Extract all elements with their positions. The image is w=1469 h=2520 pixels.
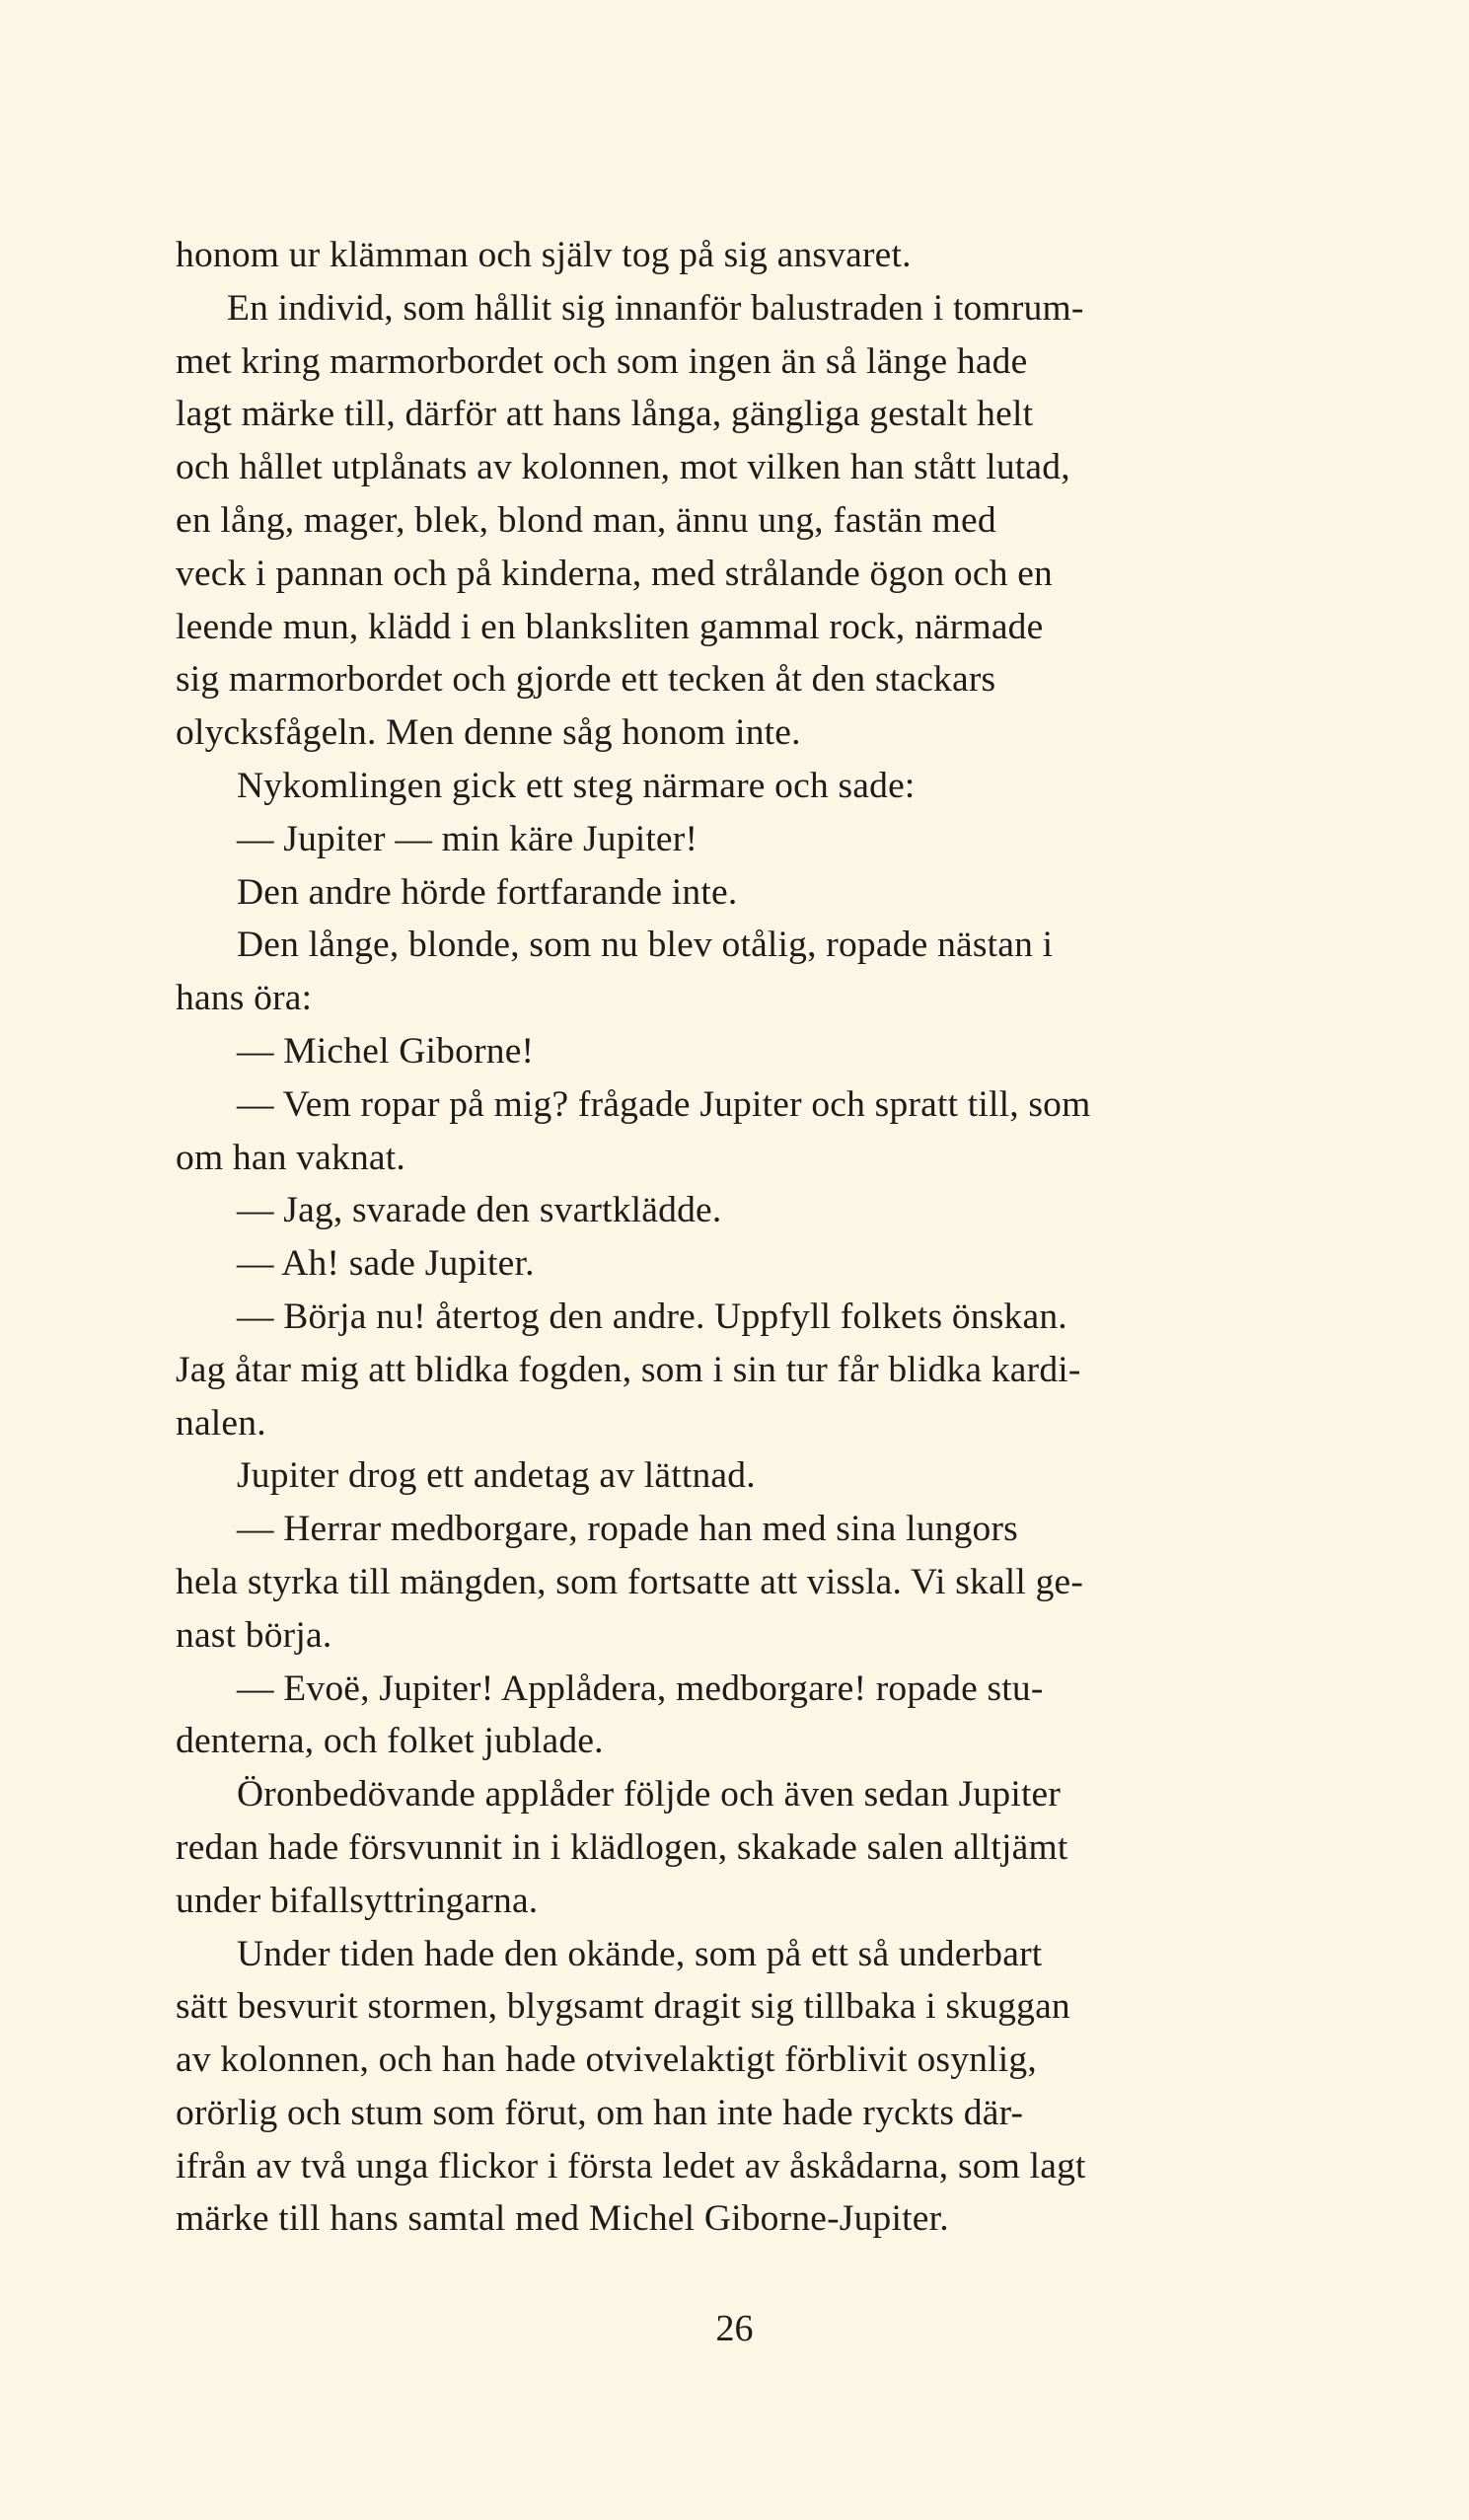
text-line: Nykomlingen gick ett steg närmare och sade: [237, 765, 916, 806]
text-line: Den andre hörde fortfarande inte. [237, 871, 738, 913]
text-line: denterna, och folket jublade. [176, 1721, 604, 1762]
text-line: Den långe, blonde, som nu blev otålig, ropade nästan i [237, 925, 1054, 966]
text-line: — Vem ropar på mig? frågade Jupiter och spratt till, som [237, 1083, 1091, 1125]
text-line: märke till hans samtal med Michel Giborne-Jupiter. [176, 2198, 949, 2240]
text-line: veck i pannan och på kinderna, med strålande ögon och en [176, 553, 1054, 594]
text-line: en lång, mager, blek, blond man, ännu ung, fastän med [176, 499, 996, 541]
text-line: sätt besvurit stormen, blygsamt dragit sig tillbaka i skuggan [176, 1986, 1070, 2028]
text-line: Jag åtar mig att blidka fogden, som i sin tur får blidka kardi- [176, 1349, 1081, 1390]
text-line: Jupiter drog ett andetag av lättnad. [237, 1455, 756, 1497]
text-line: — Jupiter — min käre Jupiter! [237, 818, 698, 859]
text-line: Under tiden hade den okände, som på ett så underbart [237, 1933, 1043, 1974]
text-line: nalen. [176, 1402, 266, 1444]
text-line: om han vaknat. [176, 1137, 405, 1178]
text-line: honom ur klämman och själv tog på sig ansvaret. [176, 235, 912, 275]
text-line: ifrån av två unga flickor i första ledet av åskådarna, som lagt [176, 2145, 1086, 2186]
text-line: hans öra: [176, 978, 313, 1019]
text-line: nast börja. [176, 1614, 332, 1656]
text-line: — Jag, svarade den svartklädde. [237, 1190, 722, 1231]
text-line: hela styrka till mängden, som fortsatte att vissla. Vi skall ge- [176, 1561, 1084, 1602]
text-line: leende mun, klädd i en blanksliten gammal rock, närmade [176, 606, 1044, 647]
text-line: av kolonnen, och han hade otvivelaktigt förblivit osynlig, [176, 2039, 1037, 2081]
text-line: och hållet utplånats av kolonnen, mot vilken han stått lutad, [176, 447, 1070, 488]
text-line: lagt märke till, därför att hans långa, gängliga gestalt helt [176, 394, 1034, 435]
text-line: — Herrar medborgare, ropade han med sina lungors [237, 1509, 1018, 1550]
text-line: Öronbedövande applåder följde och även sedan Jupiter [237, 1774, 1062, 1816]
text-line: En individ, som hållit sig innanför balustraden i tomrum- [227, 287, 1084, 329]
text-line: under bifallsyttringarna. [176, 1880, 539, 1921]
text-line: sig marmorbordet och gjorde ett tecken åt den stackars [176, 659, 996, 701]
page-number: 26 [715, 2308, 754, 2349]
text-line: orörlig och stum som förut, om han inte hade ryckts där- [176, 2092, 1024, 2133]
text-line: — Evoë, Jupiter! Applådera, medborgare! ropade stu- [237, 1668, 1044, 1709]
text-line: — Börja nu! återtog den andre. Uppfyll folkets önskan. [237, 1296, 1067, 1337]
text-line: — Ah! sade Jupiter. [237, 1243, 535, 1285]
body-text [176, 229, 1320, 2246]
text-line: olycksfågeln. Men denne såg honom inte. [176, 712, 801, 754]
text-line: met kring marmorbordet och som ingen än så länge hade [176, 340, 1028, 382]
text-line: redan hade försvunnit in i klädlogen, skakade salen alltjämt [176, 1826, 1068, 1868]
text-line: — Michel Giborne! [237, 1030, 535, 1072]
